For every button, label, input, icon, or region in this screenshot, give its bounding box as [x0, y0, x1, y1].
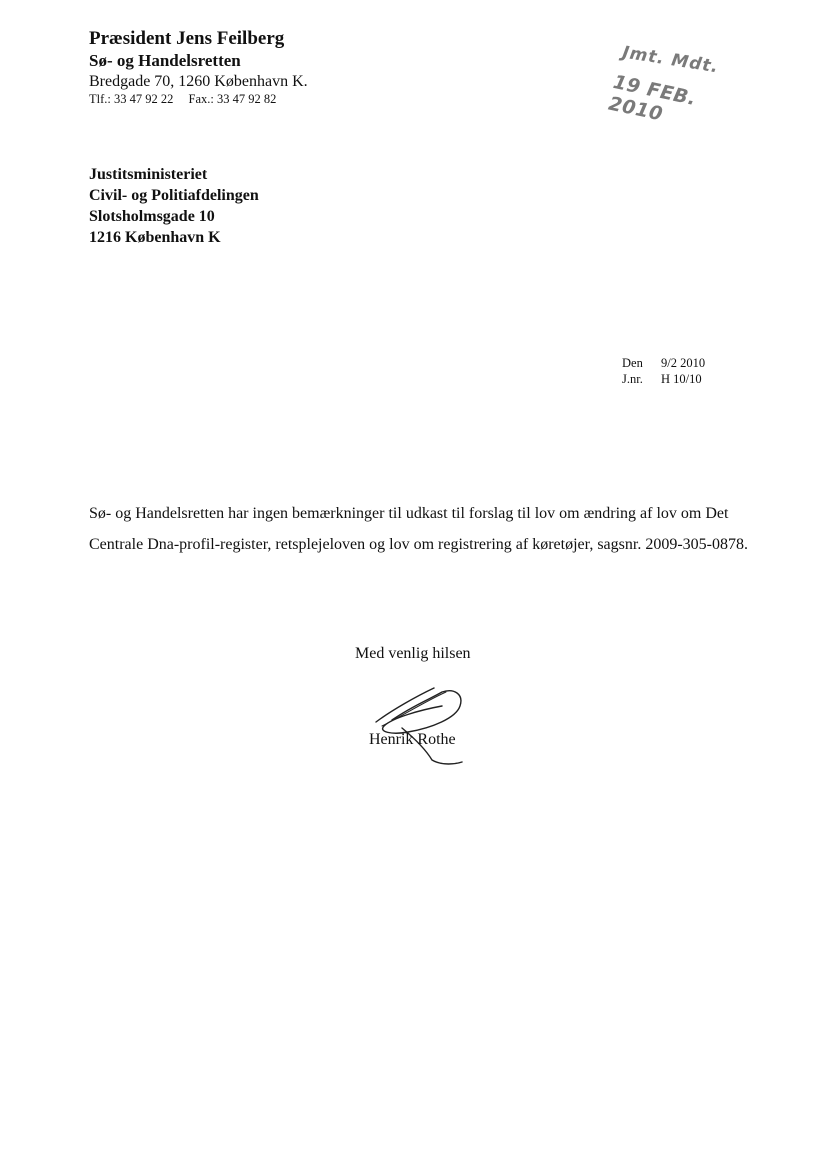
stamp-date: 19 FEB. 2010	[606, 71, 699, 126]
recipient-line-3: Slotsholmsgade 10	[89, 208, 215, 225]
sender-block	[89, 28, 308, 108]
date-value: 9/2 2010	[661, 356, 706, 370]
sender-fax: Fax.: 33 47 92 82	[188, 92, 277, 106]
sender-name: Præsident Jens Feilberg	[89, 28, 285, 49]
closing-greeting: Med venlig hilsen	[355, 645, 471, 662]
handwritten-signature	[362, 680, 472, 770]
date-row	[622, 355, 705, 371]
recipient-line-1: Justitsministeriet	[89, 166, 208, 183]
date-label: Den	[622, 356, 643, 370]
reference-value: H 10/10	[661, 372, 702, 386]
sender-address: Bredgade 70, 1260 København K.	[89, 73, 308, 90]
stamp-department: Jmt. Mdt.	[621, 42, 721, 78]
sender-phone: Tlf.: 33 47 92 22	[89, 92, 174, 106]
reference-row	[622, 371, 705, 387]
reference-label: J.nr.	[622, 372, 643, 386]
reference-block	[622, 355, 705, 387]
sender-court: Sø- og Handelsretten	[89, 51, 241, 70]
sender-contact	[89, 91, 308, 108]
recipient-block	[89, 164, 259, 248]
recipient-line-2: Civil- og Politiafdelingen	[89, 187, 259, 204]
recipient-line-4: 1216 København K	[89, 229, 221, 246]
received-stamp	[600, 42, 720, 132]
signer-name: Henrik Rothe	[369, 731, 456, 748]
letter-body: Sø- og Handelsretten har ingen bemærkninger til udkast til forslag til lov om ændring af lov om Det Centrale Dna-profil-register, retsplejeloven og lov om registrering af køretøjer, sagsnr. 2009-305-0878.	[89, 505, 748, 553]
